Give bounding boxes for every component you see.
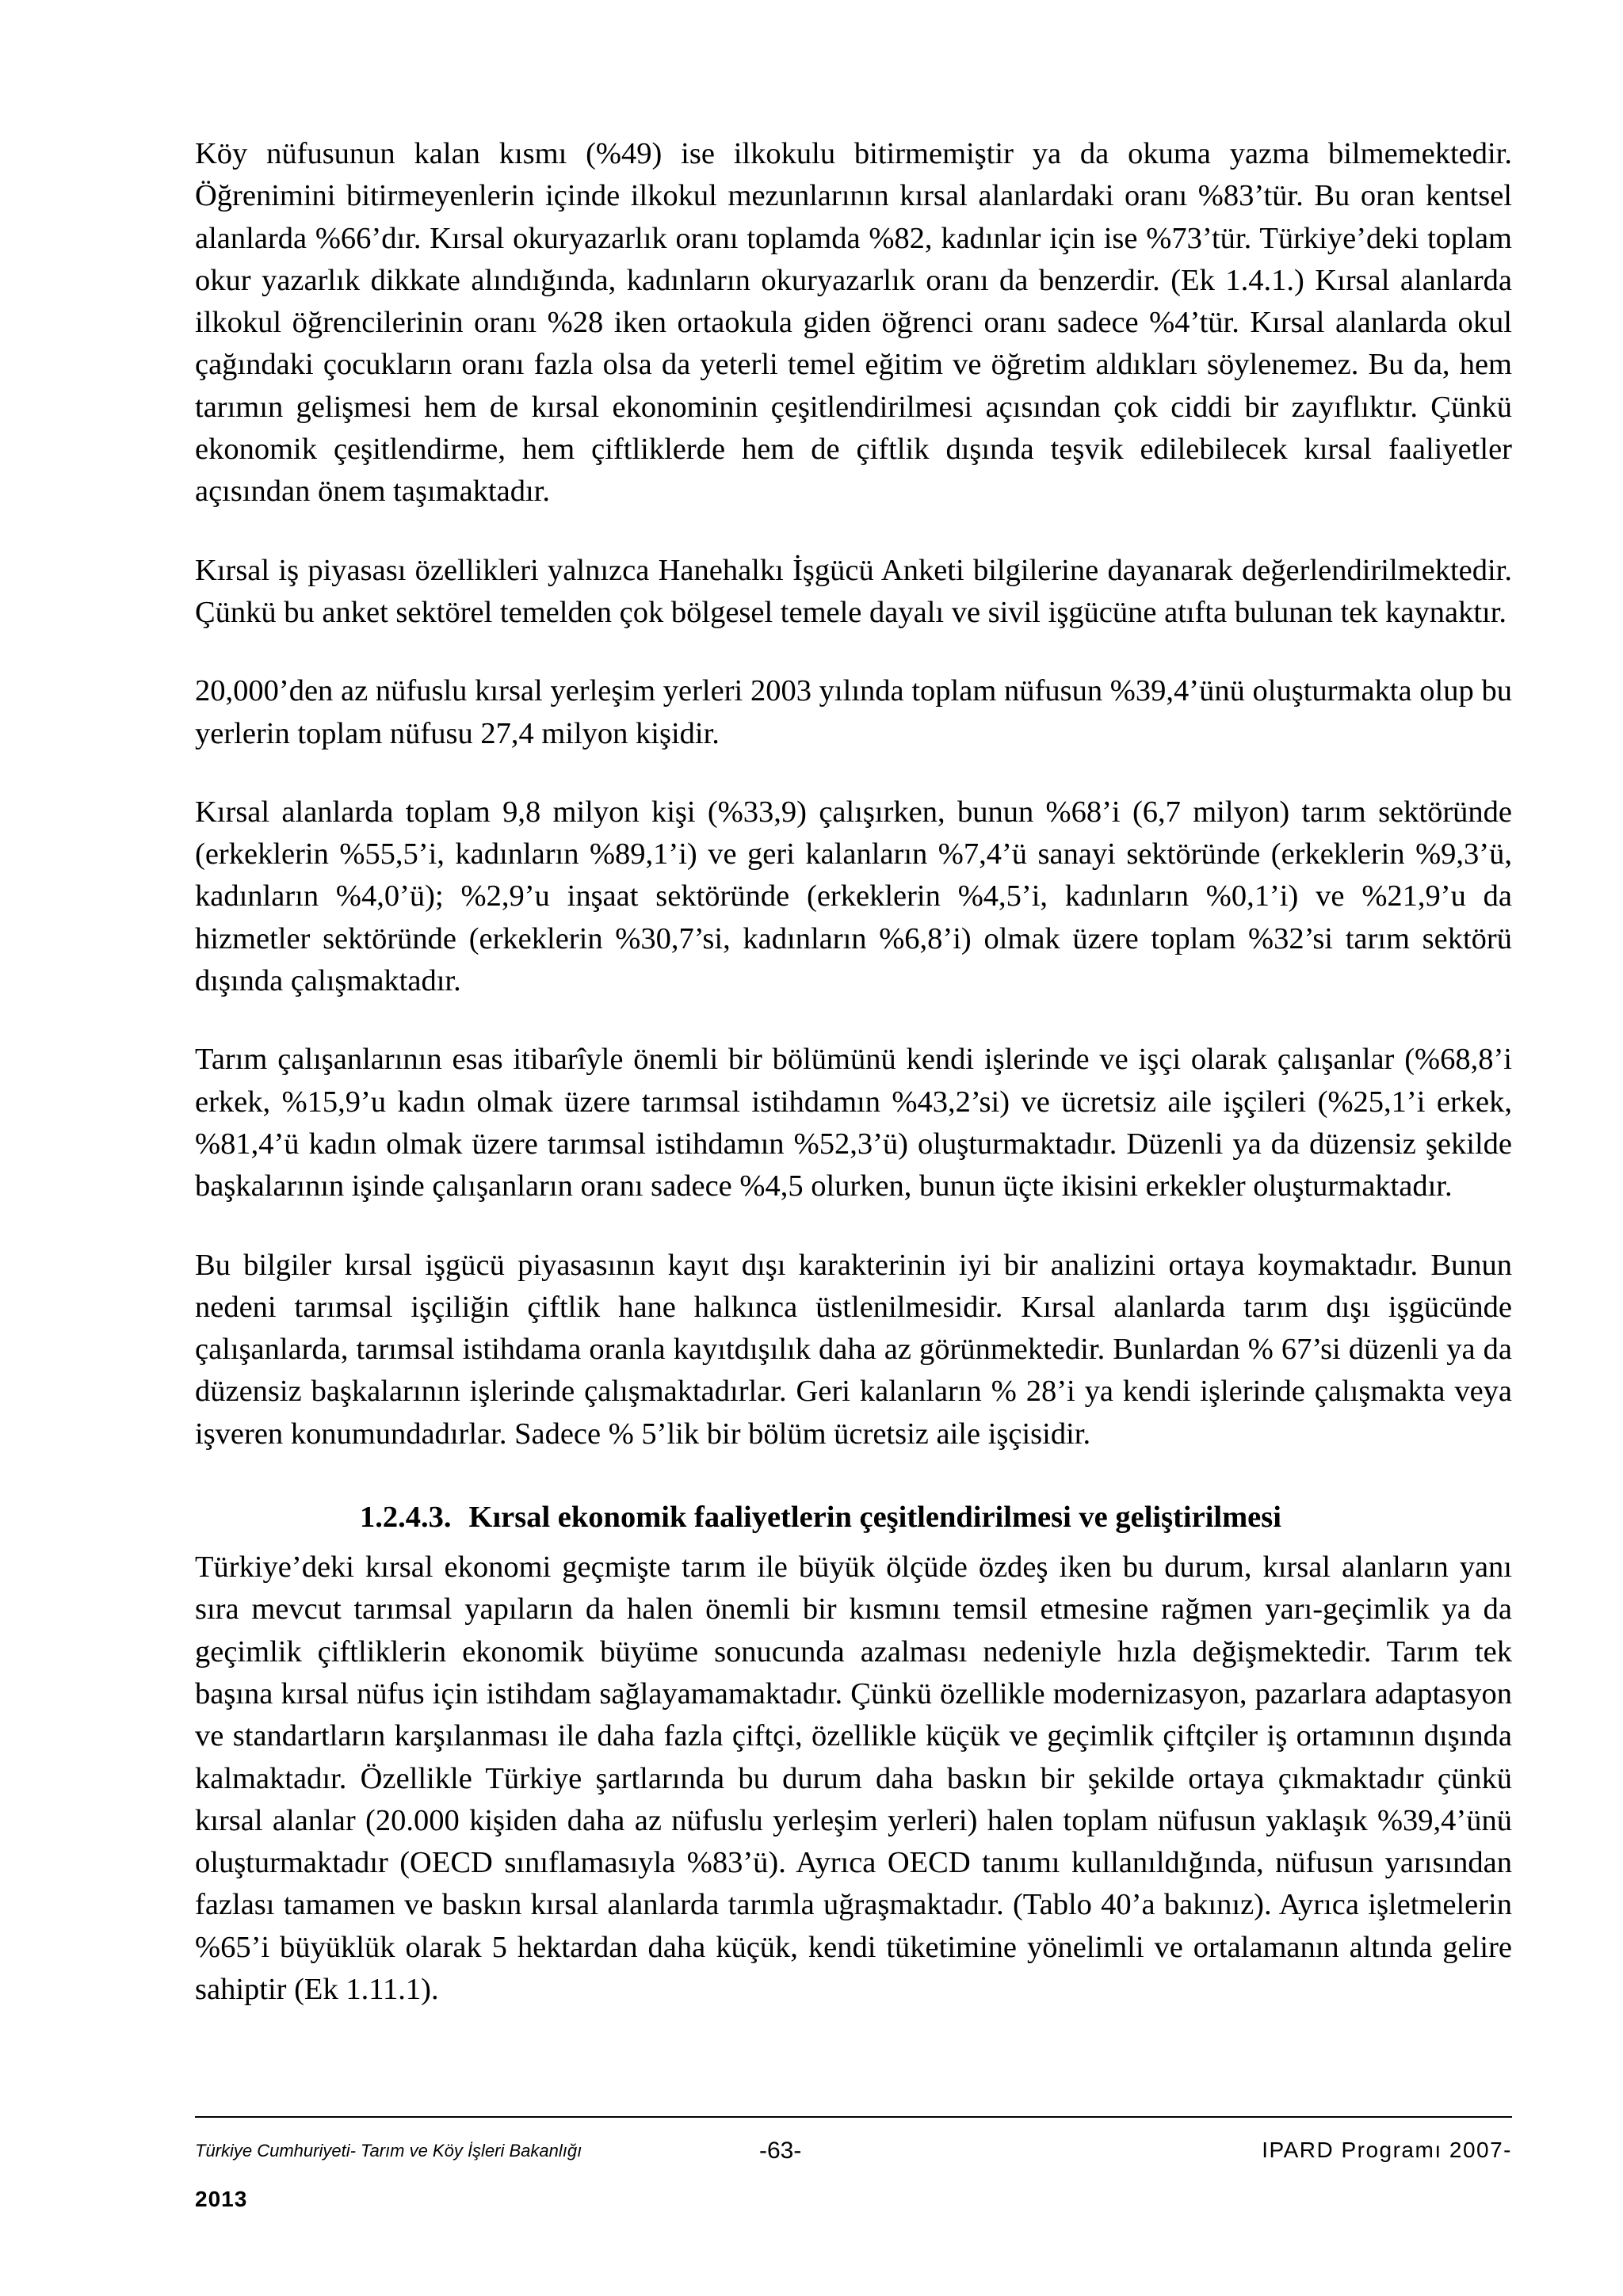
document-body [195, 133, 1512, 2011]
paragraph-labour-market: Kırsal iş piyasası özellikleri yalnızca Hanehalkı İşgücü Anketi bilgilerine dayanarak değerlendirilmektedir. Çünkü bu anket sektörel temelden çok bölgesel temele dayalı ve sivil işgücüne atıfta bulunan tek kaynaktır. [195, 553, 1512, 629]
paragraph-informal-labour: Bu bilgiler kırsal işgücü piyasasının kayıt dışı karakterinin iyi bir analizini ortaya koymaktadır. Bunun nedeni tarımsal işçiliğin çiftlik hane halkınca üstlenilmesidir. Kırsal alanlarda tarım dışı işgücünde çalışanlarda, tarımsal istihdama oranla kayıtdışılık daha az görünmektedir. Bunlardan % 67’si düzenli ya da düzensiz başkalarının işlerinde çalışmaktadırlar. Geri kalanların % 28’i ya kendi işlerinde çalışmakta veya işveren konumundadırlar. Sadece % 5’lik bir bölüm ücretsiz aile işçisidir. [195, 1248, 1512, 1451]
paragraph-literacy: Köy nüfusunun kalan kısmı (%49) ise ilkokulu bitirmemiştir ya da okuma yazma bilmemektedir. Öğrenimini bitirmeyenlerin içinde ilkokul mezunlarının kırsal alanlardaki oranı %83’tür. Bu oran kentsel alanlarda %66’dır. Kırsal okuryazarlık oranı toplamda %82, kadınlar için ise %73’tür. Türkiye’deki toplam okur yazarlık dikkate alındığında, kadınların okuryazarlık oranı da benzerdir. (Ek 1.4.1.) Kırsal alanlarda ilkokul öğrencilerinin oranı %28 iken ortaokula giden öğrenci oranı sadece %4’tür. Kırsal alanlarda okul çağındaki çocukların oranı fazla olsa da yeterli temel eğitim ve öğretim aldıkları söylenemez. Bu da, hem tarımın gelişmesi hem de kırsal ekonominin çeşitlendirilmesi açısından çok ciddi bir zayıflıktır. Çünkü ekonomik çeşitlendirme, hem çiftliklerde hem de çiftlik dışında teşvik edilebilecek kırsal faaliyetler açısından önem taşımaktadır. [195, 137, 1512, 509]
paragraph-rural-economy: Türkiye’deki kırsal ekonomi geçmişte tarım ile büyük ölçüde özdeş iken bu durum, kırsal alanların yanı sıra mevcut tarımsal yapıların da halen önemli bir kısmını temsil etmesine rağmen yarı-geçimlik ya da geçimlik çiftliklerin ekonomik büyüme sonucunda azalması nedeniyle hızla değişmektedir. Tarım tek başına kırsal nüfus için istihdam sağlayamamaktadır. Çünkü özellikle modernizasyon, pazarlara adaptasyon ve standartların karşılanması ile daha fazla çiftçi, özellikle küçük ve geçimlik çiftçiler iş ortamının dışında kalmaktadır. Özellikle Türkiye şartlarında bu durum daha baskın bir şekilde ortaya çıkmaktadır çünkü kırsal alanlar (20.000 kişiden daha az nüfuslu yerleşim yerleri) halen toplam nüfusun yaklaşık %39,4’ünü oluşturmaktadır (OECD sınıflamasıyla %83’ü). Ayrıca OECD tanımı kullanıldığında, nüfusun yarısından fazlası tamamen ve baskın kırsal alanlarda tarımla uğraşmaktadır. (Tablo 40’a bakınız). Ayrıca işletmelerin %65’i büyüklük olarak 5 hektardan daha küçük, kendi tüketimine yönelimli ve ortalamanın altında gelire sahiptir (Ek 1.11.1). [195, 1550, 1512, 2006]
footer-organization: Türkiye Cumhuriyeti- Tarım ve Köy İşleri Bakanlığı [195, 2141, 582, 2161]
footer-program: IPARD Programı 2007- [1262, 2138, 1512, 2162]
footer-divider [195, 2116, 1512, 2118]
footer-program-year: 2013 [195, 2187, 248, 2211]
paragraph-employment-sectors: Kırsal alanlarda toplam 9,8 milyon kişi (%33,9) çalışırken, bunun %68’i (6,7 milyon) tarım sektöründe (erkeklerin %55,5’i, kadınların %89,1’i) ve geri kalanların %7,4’ü sanayi sektöründe (erkeklerin %9,3’ü, kadınların %4,0’ü); %2,9’u inşaat sektöründe (erkeklerin %4,5’i, kadınların %0,1’i) ve %21,9’u da hizmetler sektöründe (erkeklerin %30,7’si, kadınların %6,8’i) olmak üzere toplam %32’si tarım sektörü dışında çalışmaktadır. [195, 795, 1512, 998]
paragraph-rural-settlements: 20,000’den az nüfuslu kırsal yerleşim yerleri 2003 yılında toplam nüfusun %39,4’ünü oluşturmakta olup bu yerlerin toplam nüfusu 27,4 milyon kişidir. [195, 674, 1512, 750]
section-number: 1.2.4.3. [360, 1501, 452, 1535]
page-number: -63- [759, 2138, 802, 2164]
section-heading [195, 1497, 1512, 1539]
section-title: Kırsal ekonomik faaliyetlerin çeşitlendirilmesi ve geliştirilmesi [468, 1501, 1281, 1535]
paragraph-agricultural-workers: Tarım çalışanlarının esas itibarîyle önemli bir bölümünü kendi işlerinde ve işçi olarak çalışanlar (%68,8’i erkek, %15,9’u kadın olmak üzere tarımsal istihdamın %43,2’si) ve ücretsiz aile işçileri (%25,1’i erkek, %81,4’ü kadın olmak üzere tarımsal istihdamın %52,3’ü) oluşturmaktadır. Düzenli ya da düzensiz şekilde başkalarının işinde çalışanların oranı sadece %4,5 olurken, bunun üçte ikisini erkekler oluşturmaktadır. [195, 1043, 1512, 1203]
